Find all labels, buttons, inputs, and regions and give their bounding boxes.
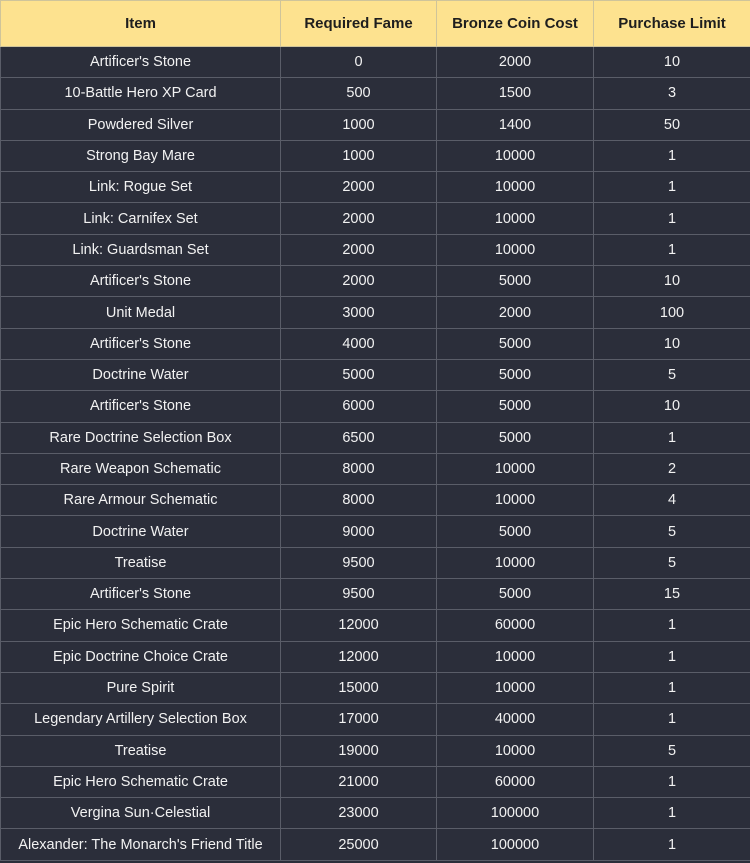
required-fame-cell: 9000 [281,516,437,547]
purchase-limit-cell: 1 [594,641,750,672]
purchase-limit-cell: 1 [594,704,750,735]
required-fame-cell: 2000 [281,266,437,297]
bronze-coin-cost-cell: 5000 [437,391,594,422]
item-name-cell: Powdered Silver [1,109,281,140]
required-fame-cell: 1000 [281,109,437,140]
purchase-limit-cell: 10 [594,328,750,359]
required-fame-cell: 23000 [281,798,437,829]
table-row [1,47,750,78]
table-row [1,829,750,860]
required-fame-cell: 3000 [281,297,437,328]
table-row [1,78,750,109]
purchase-limit-cell: 1 [594,422,750,453]
table-row [1,422,750,453]
purchase-limit-cell: 1 [594,798,750,829]
table-row [1,140,750,171]
item-name-cell: Doctrine Water [1,359,281,390]
required-fame-cell: 2000 [281,203,437,234]
item-name-cell: Artificer's Stone [1,266,281,297]
bronze-coin-cost-cell: 10000 [437,735,594,766]
required-fame-cell: 8000 [281,453,437,484]
item-name-cell: 10-Battle Hero XP Card [1,78,281,109]
purchase-limit-cell: 1 [594,172,750,203]
required-fame-cell: 6500 [281,422,437,453]
purchase-limit-cell: 5 [594,735,750,766]
bronze-coin-cost-cell: 5000 [437,266,594,297]
item-name-cell: Unit Medal [1,297,281,328]
required-fame-cell: 15000 [281,672,437,703]
purchase-limit-cell: 1 [594,829,750,860]
required-fame-cell: 17000 [281,704,437,735]
table-row [1,766,750,797]
required-fame-cell: 21000 [281,766,437,797]
purchase-limit-cell: 100 [594,297,750,328]
item-name-cell: Artificer's Stone [1,579,281,610]
required-fame-cell: 2000 [281,172,437,203]
table-body [1,47,750,861]
table-row [1,672,750,703]
table-row [1,610,750,641]
table-row [1,266,750,297]
item-name-cell: Treatise [1,735,281,766]
bronze-coin-cost-cell: 60000 [437,610,594,641]
purchase-limit-cell: 5 [594,359,750,390]
table-row [1,704,750,735]
table-row [1,234,750,265]
bronze-coin-cost-cell: 100000 [437,829,594,860]
column-header-bronze-coin-cost: Bronze Coin Cost [437,1,594,47]
purchase-limit-cell: 10 [594,47,750,78]
table-row [1,735,750,766]
table-row [1,798,750,829]
bronze-coin-cost-cell: 5000 [437,359,594,390]
bronze-coin-cost-cell: 10000 [437,172,594,203]
table-row [1,359,750,390]
table-row [1,391,750,422]
table-row [1,485,750,516]
purchase-limit-cell: 2 [594,453,750,484]
required-fame-cell: 6000 [281,391,437,422]
bronze-coin-cost-cell: 5000 [437,422,594,453]
table-row [1,328,750,359]
header-row [1,1,750,47]
required-fame-cell: 25000 [281,829,437,860]
bronze-coin-cost-cell: 60000 [437,766,594,797]
bronze-coin-cost-cell: 10000 [437,547,594,578]
required-fame-cell: 12000 [281,610,437,641]
bronze-coin-cost-cell: 100000 [437,798,594,829]
column-header-required-fame: Required Fame [281,1,437,47]
item-name-cell: Rare Weapon Schematic [1,453,281,484]
bronze-coin-cost-cell: 2000 [437,297,594,328]
bronze-coin-cost-cell: 10000 [437,234,594,265]
table-row [1,172,750,203]
purchase-limit-cell: 5 [594,547,750,578]
item-name-cell: Link: Carnifex Set [1,203,281,234]
item-name-cell: Treatise [1,547,281,578]
purchase-limit-cell: 1 [594,140,750,171]
item-name-cell: Doctrine Water [1,516,281,547]
item-name-cell: Rare Doctrine Selection Box [1,422,281,453]
bronze-coin-cost-cell: 5000 [437,579,594,610]
purchase-limit-cell: 1 [594,610,750,641]
required-fame-cell: 500 [281,78,437,109]
item-name-cell: Link: Rogue Set [1,172,281,203]
bronze-coin-cost-cell: 10000 [437,453,594,484]
purchase-limit-cell: 1 [594,672,750,703]
item-name-cell: Artificer's Stone [1,47,281,78]
bronze-coin-cost-cell: 1500 [437,78,594,109]
purchase-limit-cell: 1 [594,234,750,265]
bronze-coin-cost-cell: 5000 [437,516,594,547]
purchase-limit-cell: 4 [594,485,750,516]
item-name-cell: Legendary Artillery Selection Box [1,704,281,735]
purchase-limit-cell: 3 [594,78,750,109]
table-row [1,579,750,610]
column-header-purchase-limit: Purchase Limit [594,1,750,47]
table-header [1,1,750,47]
required-fame-cell: 19000 [281,735,437,766]
table-row [1,109,750,140]
bronze-coin-cost-cell: 2000 [437,47,594,78]
required-fame-cell: 4000 [281,328,437,359]
item-name-cell: Strong Bay Mare [1,140,281,171]
purchase-limit-cell: 1 [594,203,750,234]
required-fame-cell: 9500 [281,547,437,578]
table-row [1,547,750,578]
purchase-limit-cell: 15 [594,579,750,610]
purchase-limit-cell: 5 [594,516,750,547]
purchase-limit-cell: 1 [594,766,750,797]
item-name-cell: Artificer's Stone [1,391,281,422]
item-name-cell: Alexander: The Monarch's Friend Title [1,829,281,860]
bronze-coin-cost-cell: 1400 [437,109,594,140]
required-fame-cell: 9500 [281,579,437,610]
bronze-coin-cost-cell: 10000 [437,672,594,703]
item-name-cell: Epic Hero Schematic Crate [1,610,281,641]
required-fame-cell: 8000 [281,485,437,516]
bronze-coin-cost-cell: 40000 [437,704,594,735]
required-fame-cell: 12000 [281,641,437,672]
item-name-cell: Rare Armour Schematic [1,485,281,516]
item-name-cell: Pure Spirit [1,672,281,703]
bronze-coin-cost-cell: 10000 [437,485,594,516]
bronze-coin-cost-cell: 10000 [437,641,594,672]
bronze-coin-cost-cell: 10000 [437,203,594,234]
item-name-cell: Link: Guardsman Set [1,234,281,265]
bronze-coin-cost-cell: 10000 [437,140,594,171]
column-header-item: Item [1,1,281,47]
table-row [1,516,750,547]
item-name-cell: Artificer's Stone [1,328,281,359]
purchase-limit-cell: 50 [594,109,750,140]
item-name-cell: Epic Doctrine Choice Crate [1,641,281,672]
item-name-cell: Vergina Sun·Celestial [1,798,281,829]
table-row [1,297,750,328]
purchase-limit-cell: 10 [594,266,750,297]
table-row [1,453,750,484]
purchase-limit-cell: 10 [594,391,750,422]
item-name-cell: Epic Hero Schematic Crate [1,766,281,797]
required-fame-cell: 1000 [281,140,437,171]
bronze-coin-cost-cell: 5000 [437,328,594,359]
required-fame-cell: 0 [281,47,437,78]
table-row [1,203,750,234]
required-fame-cell: 2000 [281,234,437,265]
required-fame-cell: 5000 [281,359,437,390]
table-row [1,641,750,672]
